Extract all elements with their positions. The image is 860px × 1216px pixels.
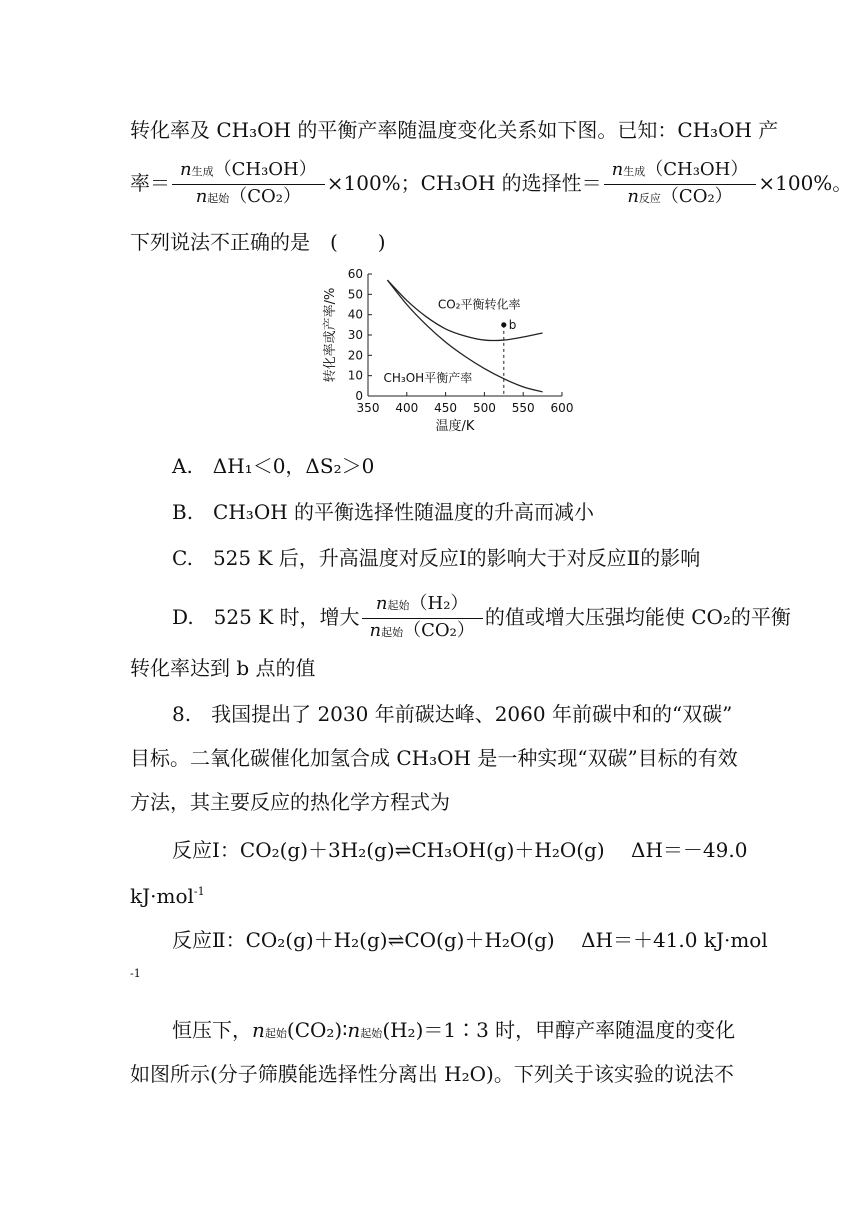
yield-num-n: n — [180, 159, 192, 180]
yield-num-rest: （CH₃OH） — [213, 159, 317, 180]
sel-num-rest: （CH₃OH） — [645, 159, 749, 180]
yield-den-sub: 起始 — [207, 192, 230, 205]
point-b — [501, 322, 506, 327]
r1-exp: -1 — [193, 885, 205, 898]
d-fraction — [362, 592, 483, 645]
option-c: C. 525 K 后，升高温度对反应Ⅰ的影响大于对反应Ⅱ的影响 — [172, 546, 701, 570]
yield-denominator — [172, 185, 325, 211]
d-den-rest: （CO₂） — [403, 620, 475, 641]
l4-pre: 恒压下， — [172, 1018, 252, 1042]
r2-exp: -1 — [130, 967, 141, 980]
yield-num-sub: 生成 — [191, 165, 214, 178]
option-d-post: 的值或增大压强均能使 CO₂的平衡 — [484, 605, 791, 629]
x-tick-label: 600 — [550, 401, 574, 415]
sel-suffix: ×100%。 — [758, 171, 853, 195]
option-d — [172, 592, 791, 645]
reaction-2: 反应Ⅱ：CO₂(g)＋H₂(g)⇌CO(g)＋H₂O(g) ΔH＝＋41.0 kJ·mol — [172, 928, 768, 952]
y-tick-label: 10 — [347, 368, 363, 383]
selectivity-fraction — [604, 158, 757, 211]
yield-prefix: 率＝ — [130, 171, 170, 195]
l4-n2: n — [347, 1018, 361, 1042]
reaction-1-unit — [130, 878, 205, 910]
y-tick-label: 20 — [347, 348, 363, 363]
sel-num-n: n — [611, 159, 624, 180]
l4-r1: (CO₂)∶ — [286, 1018, 348, 1042]
l4-n1: n — [252, 1018, 265, 1042]
q8-line5: 如图所示(分子筛膜能选择性分离出 H₂O)。下列关于该实验的说法不 — [130, 1062, 734, 1086]
d-den-n: n — [369, 620, 382, 641]
q8-line2: 目标。二氧化碳催化加氢合成 CH₃OH 是一种实现“双碳”目标的有效 — [130, 746, 738, 770]
series-label-co2: CO₂平衡转化率 — [437, 297, 521, 312]
l4-r2: (H₂)＝1∶3 时，甲醇产率随温度的变化 — [382, 1018, 736, 1042]
sel-num-sub: 生成 — [623, 165, 646, 178]
q7-stem: 下列说法不正确的是 ( ) — [130, 230, 386, 254]
q7-intro-line1: 转化率及 CH₃OH 的平衡产率随温度变化关系如下图。已知：CH₃OH 产 — [130, 118, 779, 142]
sel-den-n: n — [627, 186, 639, 207]
y-axis-title: 转化率或产率/% — [323, 287, 338, 383]
sel-numerator — [604, 158, 757, 185]
l4-s1: 起始 — [264, 1027, 287, 1040]
sel-den-rest: （CO₂） — [660, 186, 733, 207]
y-tick-label: 0 — [355, 389, 363, 403]
q8-line3: 方法，其主要反应的热化学方程式为 — [130, 790, 450, 814]
r1-unit: kJ·mol — [130, 884, 194, 908]
yield-den-rest: （CO₂） — [229, 186, 302, 207]
y-tick-label: 60 — [347, 267, 363, 281]
x-tick-label: 450 — [434, 401, 458, 415]
y-tick-label: 30 — [347, 328, 363, 342]
chart-ticks — [348, 267, 574, 415]
q8-line1: 8. 我国提出了 2030 年前碳达峰、2060 年前碳中和的“双碳” — [172, 702, 733, 726]
reaction-2-exp — [130, 960, 141, 992]
equilibrium-chart — [320, 264, 610, 444]
y-tick-label: 50 — [347, 287, 363, 302]
reaction-1: 反应Ⅰ：CO₂(g)＋3H₂(g)⇌CH₃OH(g)＋H₂O(g) ΔH＝－49.0 — [172, 838, 748, 862]
q7-formula-line — [130, 158, 852, 211]
option-d-line2: 转化率达到 b 点的值 — [130, 656, 316, 680]
x-tick-label: 350 — [356, 401, 380, 415]
d-num-rest: （H₂） — [409, 593, 469, 614]
d-num-sub: 起始 — [387, 599, 410, 612]
option-d-pre: D. 525 K 时，增大 — [172, 605, 360, 629]
d-den-sub: 起始 — [381, 626, 404, 639]
yield-fraction — [172, 158, 325, 211]
sel-denominator — [604, 185, 757, 211]
d-denominator — [362, 619, 483, 645]
x-tick-label: 400 — [395, 401, 419, 415]
d-num-n: n — [375, 593, 388, 614]
option-b: B. CH₃OH 的平衡选择性随温度的升高而减小 — [172, 500, 595, 524]
l4-s2: 起始 — [360, 1027, 383, 1040]
option-a: A. ΔH₁＜0，ΔS₂＞0 — [172, 454, 375, 478]
y-tick-label: 40 — [347, 307, 363, 322]
d-numerator — [362, 592, 483, 619]
q8-line4 — [172, 1016, 735, 1048]
sel-den-sub: 反应 — [638, 192, 661, 205]
x-axis-title: 温度/K — [435, 419, 475, 434]
series-label-ch3oh: CH₃OH平衡产率 — [383, 370, 473, 385]
yield-numerator — [172, 158, 325, 185]
x-tick-label: 550 — [511, 401, 535, 415]
x-tick-label: 500 — [472, 401, 496, 415]
yield-den-n: n — [195, 186, 208, 207]
yield-mid-text: ×100%；CH₃OH 的选择性＝ — [326, 171, 602, 195]
point-b-label: b — [508, 317, 517, 332]
